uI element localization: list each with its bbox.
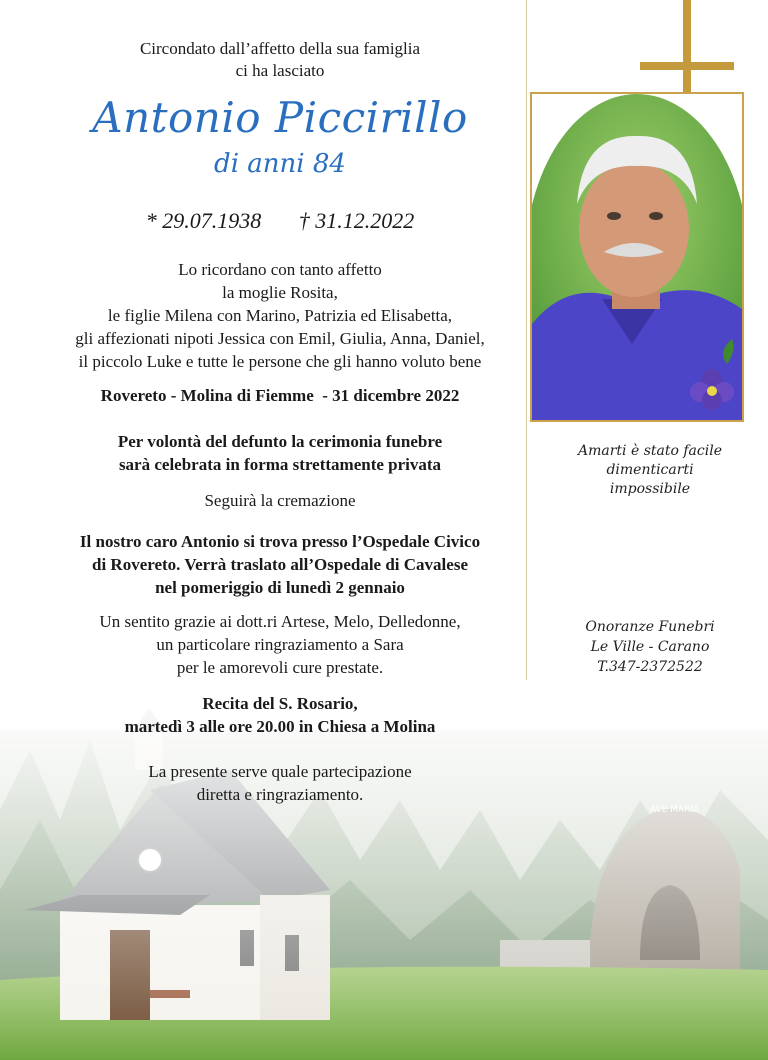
private-line: sarà celebrata in forma strettamente privata (118, 455, 442, 474)
closing-text (0, 760, 560, 806)
rosary-line: Recita del S. Rosario, (202, 694, 358, 713)
hospital-notice (0, 530, 560, 599)
funeral-home-location: Le Ville - Carano (590, 639, 710, 655)
funeral-home-phone: T.347-2372522 (597, 659, 703, 675)
chapel-landscape-image (0, 690, 768, 1060)
mourners-line: il piccolo Luke e tutte le persone che gli hanno voluto bene (78, 352, 482, 371)
memorial-quote (540, 442, 760, 499)
thanks-text (0, 610, 560, 679)
deceased-name: Antonio Piccirillo (92, 93, 468, 142)
closing-line: La presente serve quale partecipazione (148, 762, 412, 781)
hospital-line: nel pomeriggio di lunedì 2 gennaio (155, 578, 405, 597)
thanks-line: Un sentito grazie ai dott.ri Artese, Melo, Delledonne, (99, 612, 461, 631)
intro-text (0, 38, 560, 82)
quote-line: dimenticarti (606, 462, 694, 478)
life-dates (0, 206, 560, 236)
family-mourners (0, 258, 560, 373)
mourners-line: Lo ricordano con tanto affetto (178, 260, 382, 279)
thanks-line: per le amorevoli cure prestate. (176, 658, 384, 677)
cremation-notice: Seguirà la cremazione (204, 491, 356, 510)
intro-line: ci ha lasciato (235, 61, 325, 80)
quote-line: Amarti è stato facile (578, 443, 722, 459)
mourners-line: gli affezionati nipoti Jessica con Emil, Giulia, Anna, Daniel, (75, 329, 485, 348)
private-ceremony-notice (0, 430, 560, 476)
mourners-line: le figlie Milena con Marino, Patrizia ed Elisabetta, (107, 306, 453, 325)
deceased-age: di anni 84 (214, 149, 346, 179)
funeral-home-name: Onoranze Funebri (585, 619, 715, 635)
hospital-line: di Rovereto. Verrà traslato all’Ospedale di Cavalese (91, 555, 468, 574)
rosary-line: martedì 3 alle ore 20.00 in Chiesa a Molina (124, 717, 436, 736)
quote-line: impossibile (609, 481, 691, 497)
closing-line: diretta e ringraziamento. (196, 785, 364, 804)
death-date: † 31.12.2022 (298, 208, 415, 233)
portrait-photo (530, 92, 744, 422)
funeral-home-info (540, 617, 760, 677)
thanks-line: un particolare ringraziamento a Sara (156, 635, 404, 654)
place-and-date: Rovereto - Molina di Fiemme - 31 dicembre 2022 (100, 386, 460, 405)
intro-line: Circondato dall’affetto della sua famiglia (139, 39, 421, 58)
hospital-line: Il nostro caro Antonio si trova presso l’Ospedale Civico (79, 532, 481, 551)
private-line: Per volontà del defunto la cerimonia funebre (117, 432, 443, 451)
mourners-line: la moglie Rosita, (222, 283, 338, 302)
rosary-notice (0, 692, 560, 738)
birth-date: * 29.07.1938 (145, 208, 262, 233)
